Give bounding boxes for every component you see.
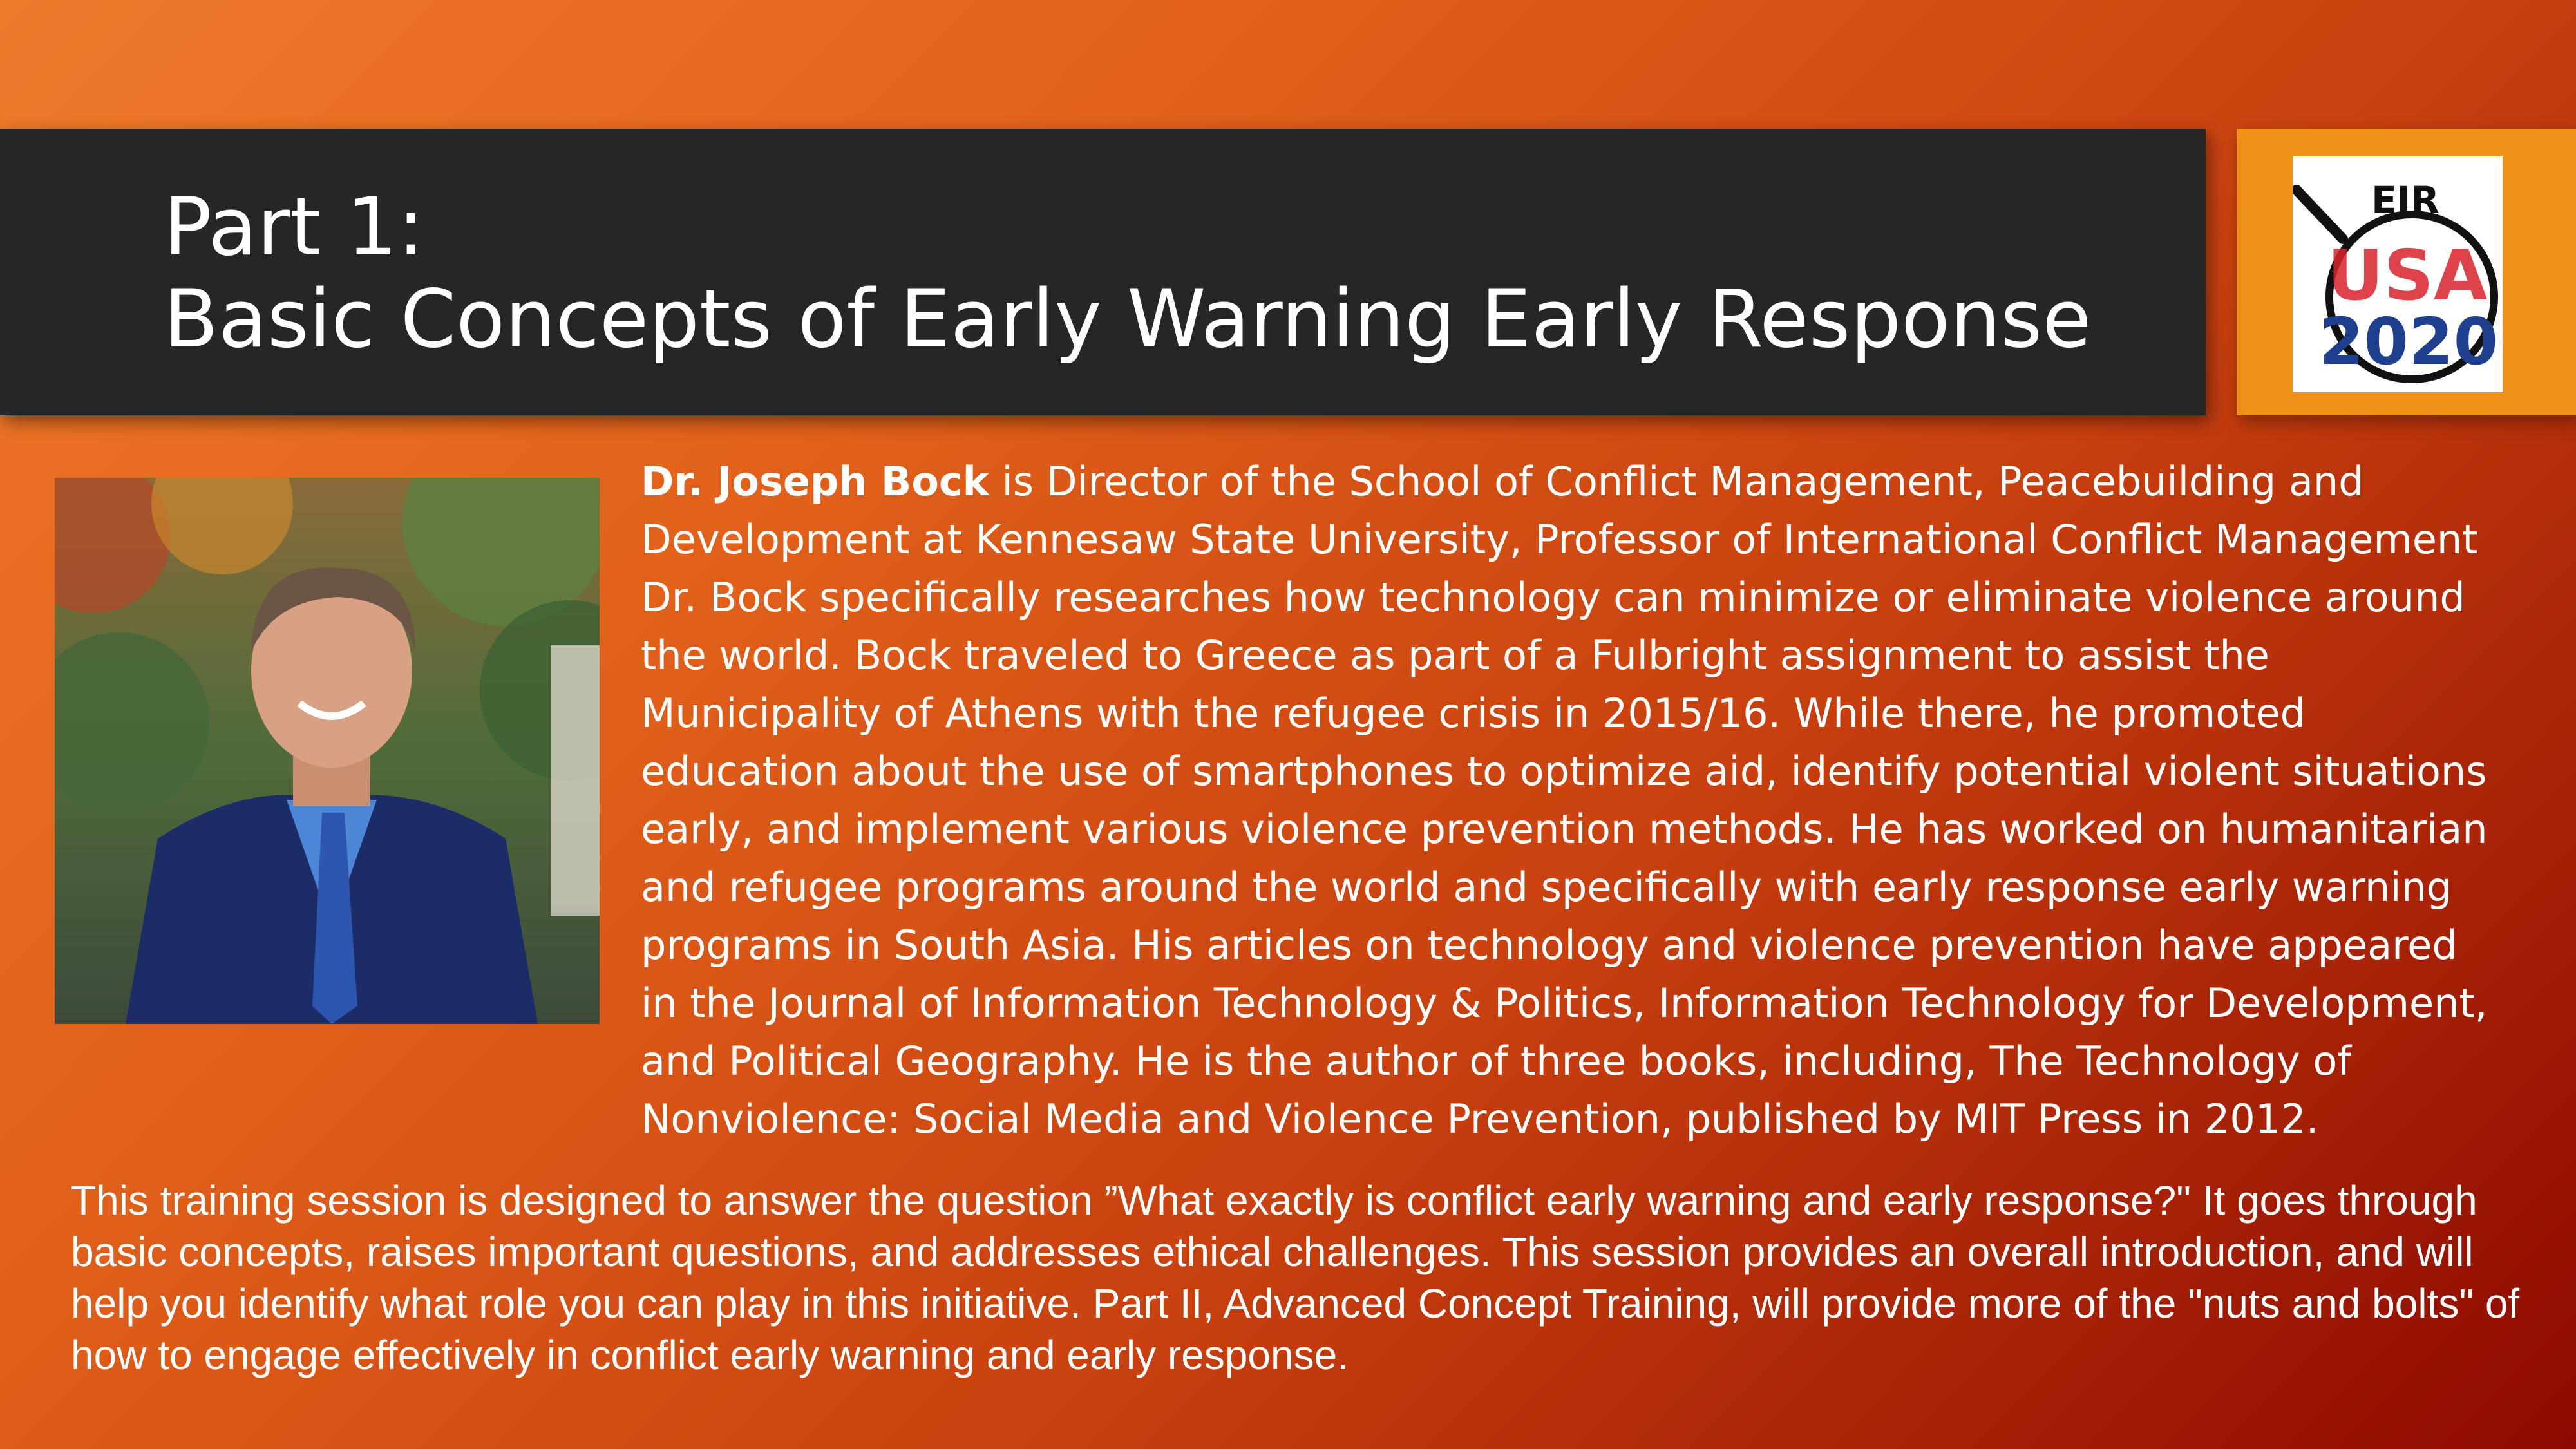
title-bar [0, 129, 2206, 415]
magnifier-handle-icon [2297, 190, 2343, 239]
logo-graphic [2293, 156, 2503, 392]
logo-usa-text: USA [2327, 236, 2488, 316]
logo-year-text: 2020 [2318, 304, 2499, 379]
logo-eir-text: EIR [2371, 178, 2439, 222]
slide-title [164, 182, 2091, 366]
speaker-name: Dr. Joseph Bock [641, 458, 989, 505]
session-summary: This training session is designed to answer the question ”What exactly is conflict early warning and early response?" It goes through basic concepts, raises important questions, and addresses ethical challenges. This session provides an overall introduction, and will help you identify what role you can play in this initiative. Part II, Advanced Concept Training, will provide more of the "nuts and bolts" of how to engage effectively in conflict early warning and early response. [71, 1177, 2520, 1378]
slide-title-line-2: Basic Concepts of Early Warning Early Response [164, 273, 2092, 366]
slide-title-line-1: Part 1: [164, 181, 424, 274]
eir-usa-2020-logo [2293, 156, 2503, 392]
logo-panel [2237, 129, 2576, 415]
speaker-bio [641, 453, 2496, 1148]
speaker-photo [55, 478, 600, 1024]
speaker-portrait-image [55, 478, 600, 1024]
speaker-bio-text: is Director of the School of Conflict Management, Peacebuilding and Development at Kennesaw State University, Professor of International Conflict Management Dr. Bock specifically researches how technology can minimize or eliminate violence around the world. Bock traveled to Greece as part of a Fulbright assignment to assist the Municipality of Athens with the refugee crisis in 2015/16. While there, he promoted education about the use of smartphones to optimize aid, identify potential violent situations early, and implement various violence prevention methods. He has worked on humanitarian and refugee programs around the world and specifically with early response early warning programs in South Asia. His articles on technology and violence prevention have appeared in the Journal of Information Technology & Politics, Information Technology for Development, and Political Geography. He is the author of three books, including, The Technology of Nonviolence: Social Media and Violence Prevention, published by MIT Press in 2012. [641, 458, 2488, 1142]
